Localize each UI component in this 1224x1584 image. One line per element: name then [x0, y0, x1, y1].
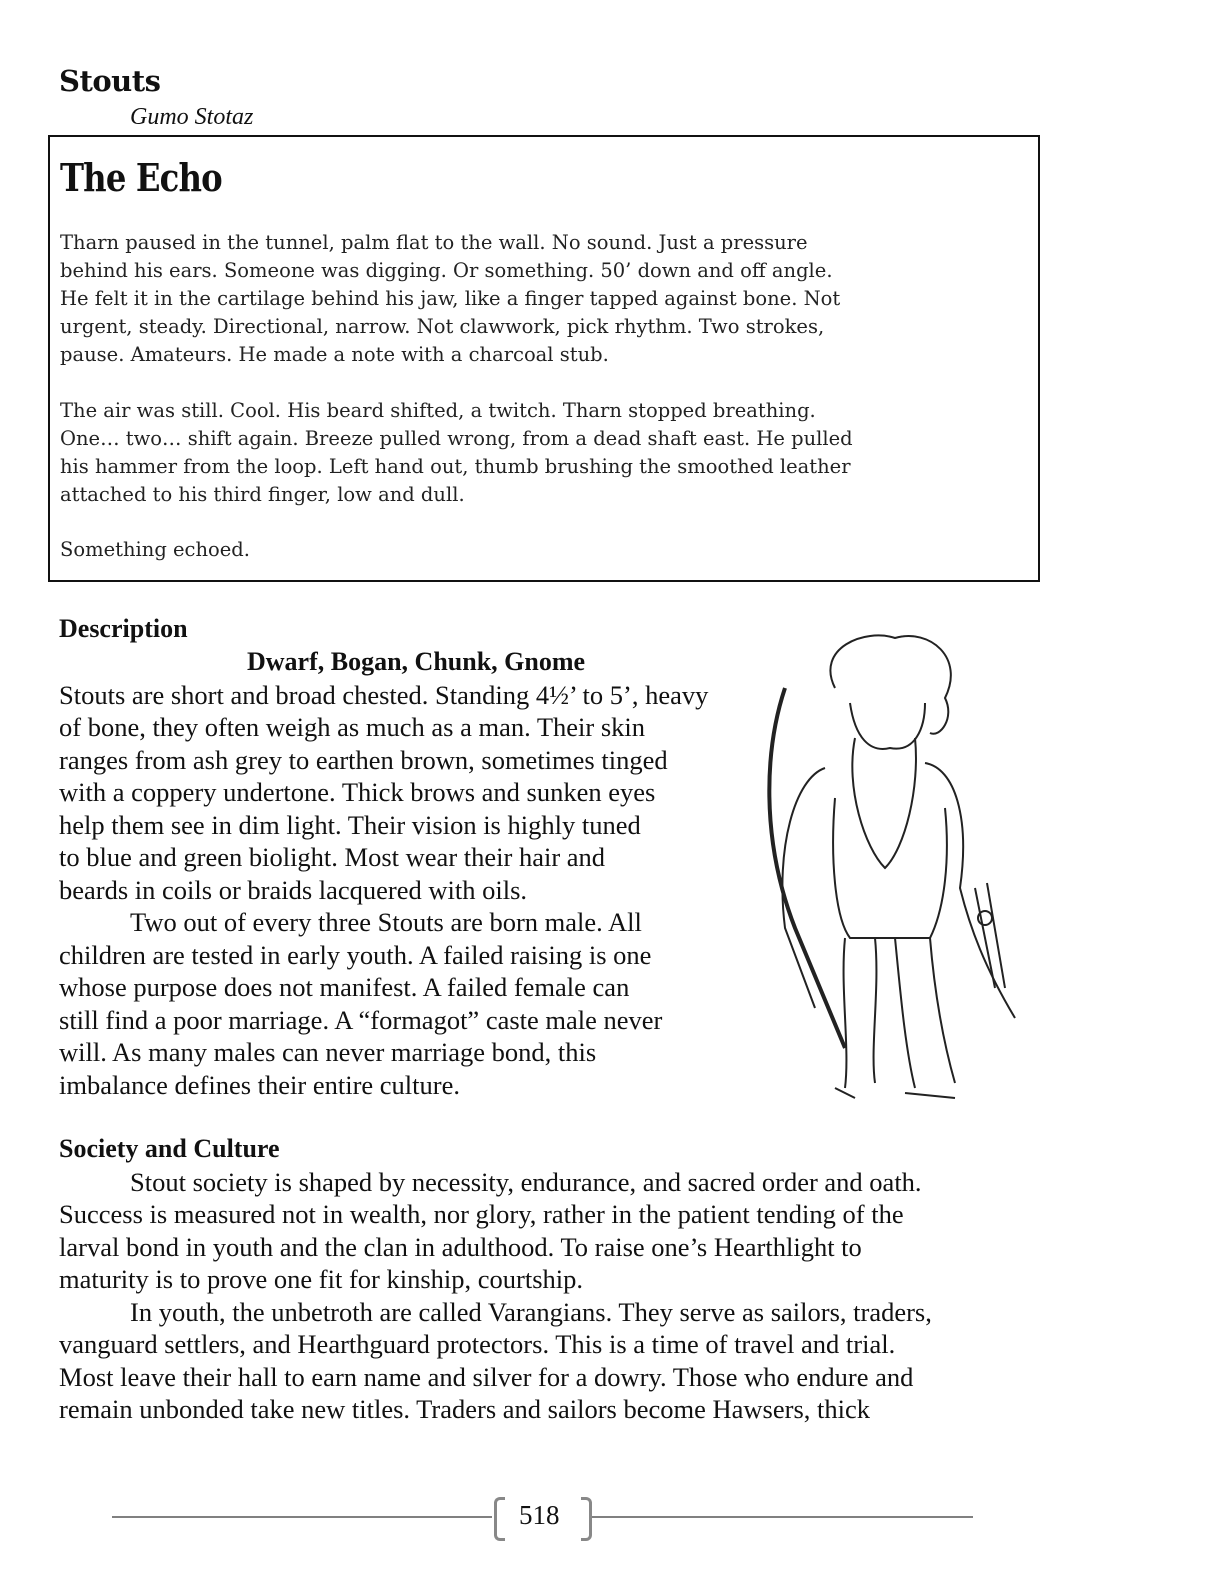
society-line: Success is measured not in wealth, nor glory, rather in the patient tending of the	[59, 1199, 904, 1229]
society-line: Stout society is shaped by necessity, endurance, and sacred order and oath.	[130, 1167, 922, 1197]
story-line: Tharn paused in the tunnel, palm flat to the wall. No sound. Just a pressure	[60, 231, 808, 254]
page-title: Stouts	[59, 64, 161, 98]
description-heading: Description	[59, 614, 188, 643]
description-line: to blue and green biolight. Most wear their hair and	[59, 842, 606, 872]
society-line: vanguard settlers, and Hearthguard protectors. This is a time of travel and trial.	[59, 1329, 896, 1359]
page-subtitle: Gumo Stotaz	[130, 104, 254, 130]
story-box	[48, 135, 1040, 582]
description-line: help them see in dim light. Their vision is highly tuned	[59, 810, 641, 840]
description-line: ranges from ash grey to earthen brown, sometimes tinged	[59, 745, 668, 775]
description-line: children are tested in early youth. A failed raising is one	[59, 940, 652, 970]
page-number: 518	[519, 1500, 560, 1530]
story-line: urgent, steady. Directional, narrow. Not clawwork, pick rhythm. Two strokes,	[60, 315, 825, 338]
story-line: his hammer from the loop. Left hand out, thumb brushing the smoothed leather	[60, 455, 851, 478]
description-line: beards in coils or braids lacquered with oils.	[59, 875, 528, 905]
story-line: One… two… shift again. Breeze pulled wrong, from a dead shaft east. He pulled	[60, 427, 853, 450]
description-line: still find a poor marriage. A “formagot” caste male never	[59, 1005, 663, 1035]
description-line: imbalance defines their entire culture.	[59, 1070, 460, 1100]
description-line: will. As many males can never marriage bond, this	[59, 1037, 597, 1067]
footer-rule-left	[112, 1516, 492, 1518]
footer-bracket-right	[581, 1497, 592, 1541]
story-line: pause. Amateurs. He made a note with a charcoal stub.	[60, 343, 609, 366]
footer-bracket-left	[494, 1497, 505, 1541]
description-aliases: Dwarf, Bogan, Chunk, Gnome	[247, 647, 586, 676]
story-line: He felt it in the cartilage behind his jaw, like a finger tapped against bone. Not	[60, 287, 841, 310]
story-line: The air was still. Cool. His beard shifted, a twitch. Tharn stopped breathing.	[60, 399, 816, 422]
story-line: attached to his third finger, low and dull.	[60, 483, 465, 506]
society-line: remain unbonded take new titles. Traders and sailors become Hawsers, thick	[59, 1394, 870, 1424]
society-line: larval bond in youth and the clan in adulthood. To raise one’s Hearthlight to	[59, 1232, 862, 1262]
society-heading: Society and Culture	[59, 1134, 280, 1163]
story-line: behind his ears. Someone was digging. Or something. 50’ down and off angle.	[60, 259, 833, 282]
description-line: of bone, they often weigh as much as a man. Their skin	[59, 712, 646, 742]
story-title: The Echo	[60, 155, 222, 200]
story-line: Something echoed.	[60, 538, 250, 561]
description-line: Stouts are short and broad chested. Standing 4½’ to 5’, heavy	[59, 680, 709, 710]
society-line: maturity is to prove one fit for kinship, courtship.	[59, 1264, 584, 1294]
description-line: Two out of every three Stouts are born male. All	[130, 907, 642, 937]
description-line: with a coppery undertone. Thick brows and sunken eyes	[59, 777, 656, 807]
footer-rule-right	[592, 1516, 973, 1518]
society-line: Most leave their hall to earn name and silver for a dowry. Those who endure and	[59, 1362, 914, 1392]
society-line: In youth, the unbetroth are called Varangians. They serve as sailors, traders,	[130, 1297, 932, 1327]
description-line: whose purpose does not manifest. A failed female can	[59, 972, 630, 1002]
dwarf-illustration	[755, 628, 1030, 1113]
